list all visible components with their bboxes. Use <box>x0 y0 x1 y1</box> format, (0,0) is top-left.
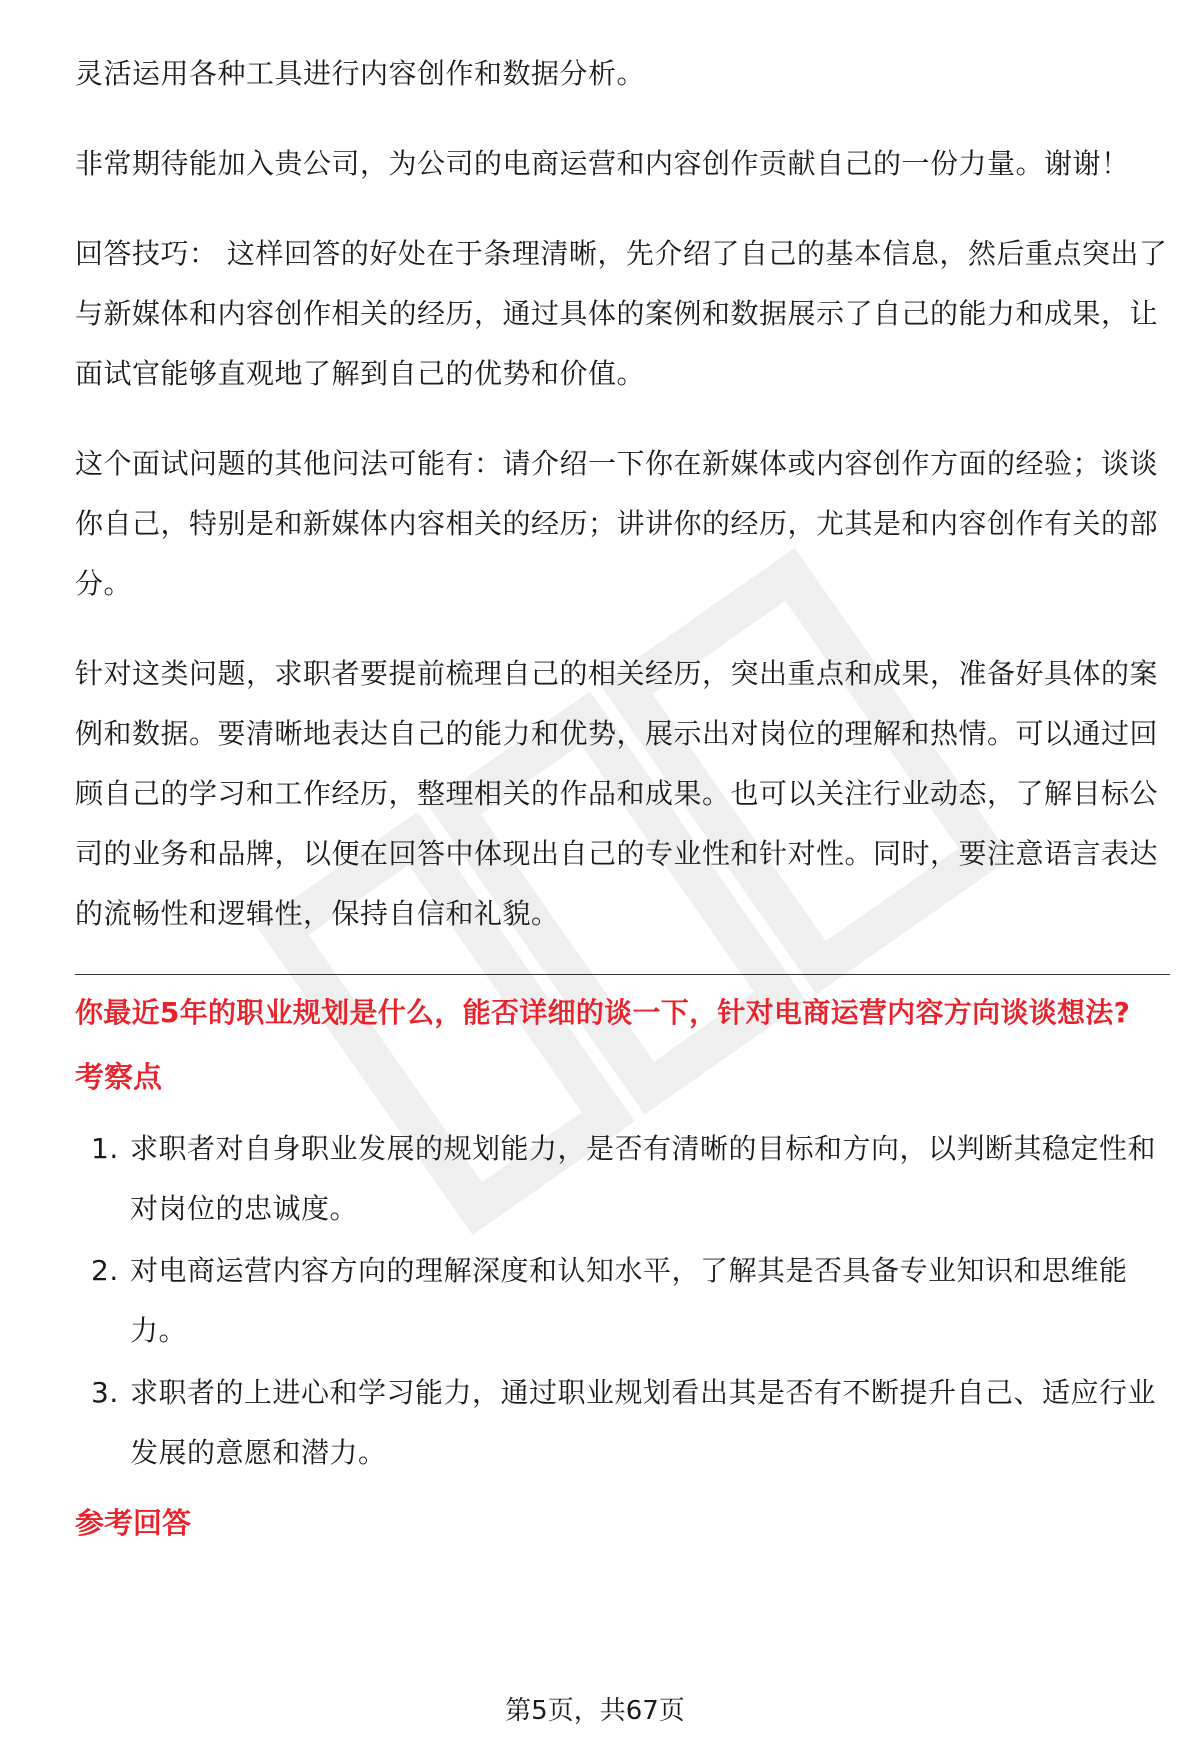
document-body <box>75 44 1170 1565</box>
list-number: 1. <box>91 1132 119 1165</box>
alternative-questions-paragraph: 这个面试问题的其他问法可能有：请介绍一下你在新媒体或内容创作方面的经验；谈谈你自己，特别是和新媒体内容相关的经历；讲讲你的经历，尤其是和内容创作有关的部分。 <box>75 447 1159 600</box>
page-number: 第5页，共67页 <box>505 1696 685 1726</box>
list-number: 2. <box>91 1254 119 1287</box>
section-divider <box>75 974 1170 975</box>
list-item-text: 求职者的上进心和学习能力，通过职业规划看出其是否有不断提升自己、适应行业发展的意愿和潜力。 <box>130 1376 1157 1469</box>
list-item-text: 对电商运营内容方向的理解深度和认知水平，了解其是否具备专业知识和思维能力。 <box>130 1254 1128 1347</box>
paragraph: 非常期待能加入贵公司，为公司的电商运营和内容创作贡献自己的一份力量。谢谢！ <box>75 147 1130 180</box>
list-item <box>75 1363 1170 1483</box>
list-item-text: 求职者对自身职业发展的规划能力，是否有清晰的目标和方向，以判断其稳定性和对岗位的忠诚度。 <box>130 1132 1157 1225</box>
focus-heading: 考察点 <box>75 1060 163 1094</box>
list-number: 3. <box>91 1376 119 1409</box>
answer-tip-paragraph: 回答技巧： 这样回答的好处在于条理清晰，先介绍了自己的基本信息，然后重点突出了与新媒体和内容创作相关的经历，通过具体的案例和数据展示了自己的能力和成果，让面试官能够直观地了解到自己的优势和价值。 <box>75 237 1168 390</box>
list-item <box>75 1119 1170 1239</box>
paragraph: 灵活运用各种工具进行内容创作和数据分析。 <box>75 57 646 90</box>
advice-paragraph: 针对这类问题，求职者要提前梳理自己的相关经历，突出重点和成果，准备好具体的案例和数据。要清晰地表达自己的能力和优势，展示出对岗位的理解和热情。可以通过回顾自己的学习和工作经历，整理相关的作品和成果。也可以关注行业动态，了解目标公司的业务和品牌，以便在回答中体现出自己的专业性和针对性。同时，要注意语言表达的流畅性和逻辑性，保持自信和礼貌。 <box>75 657 1159 930</box>
focus-list <box>75 1119 1170 1483</box>
answer-heading: 参考回答 <box>75 1506 192 1540</box>
interview-question: 你最近5年的职业规划是什么，能否详细的谈一下，针对电商运营内容方向谈谈想法? <box>75 996 1131 1029</box>
list-item <box>75 1241 1170 1361</box>
